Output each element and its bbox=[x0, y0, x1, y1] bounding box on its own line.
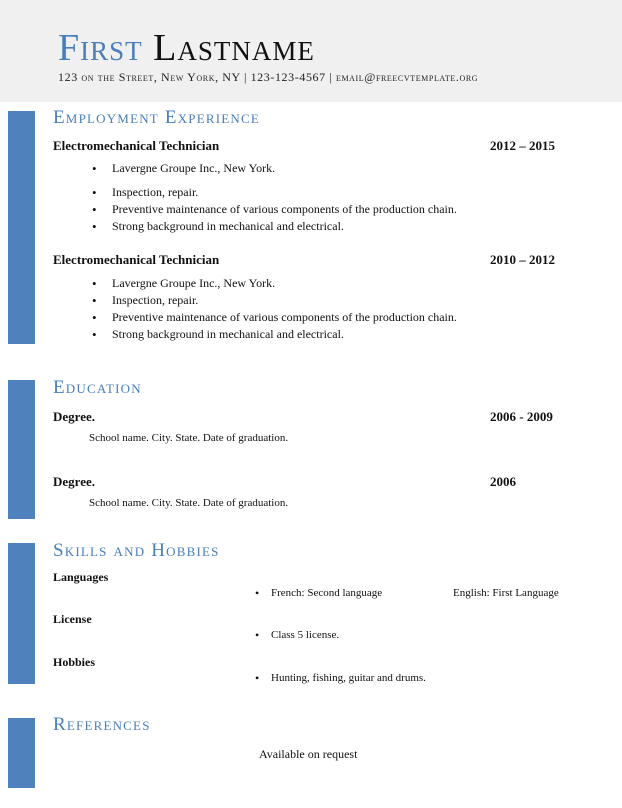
list-item: • Inspection, repair. bbox=[92, 292, 457, 309]
license-item: • Class 5 license. bbox=[255, 629, 339, 641]
job-dates: 2010 – 2012 bbox=[490, 252, 555, 267]
employment-accent-bar bbox=[8, 111, 35, 344]
skills-accent-bar bbox=[8, 543, 35, 684]
job-bullet-list bbox=[92, 160, 457, 235]
list-item: • Strong background in mechanical and electrical. bbox=[92, 218, 457, 235]
hobbies-label: Hobbies bbox=[53, 655, 96, 669]
list-item: • Inspection, repair. bbox=[92, 184, 457, 201]
first-name: First bbox=[58, 27, 143, 69]
job-title: Electromechanical Technician bbox=[53, 138, 220, 153]
degree-title: Degree. bbox=[53, 474, 95, 489]
job-bullet-list bbox=[92, 275, 457, 343]
full-name bbox=[58, 26, 315, 70]
job-title: Electromechanical Technician bbox=[53, 252, 220, 267]
list-item: • Strong background in mechanical and electrical. bbox=[92, 326, 457, 343]
references-text: Available on request bbox=[259, 747, 358, 761]
list-item: • Preventive maintenance of various components of the production chain. bbox=[92, 309, 457, 326]
degree-dates: 2006 bbox=[490, 474, 516, 489]
school-info: School name. City. State. Date of graduation. bbox=[89, 432, 289, 444]
degree-dates: 2006 - 2009 bbox=[490, 409, 553, 424]
language-item: English: First Language bbox=[453, 587, 559, 599]
school-info: School name. City. State. Date of graduation. bbox=[89, 497, 289, 509]
job-dates: 2012 – 2015 bbox=[490, 138, 555, 153]
list-item: • Lavergne Groupe Inc., New York. bbox=[92, 275, 457, 292]
contact-line: 123 on the Street, New York, NY | 123-123-4567 | email@freecvtemplate.org bbox=[58, 70, 479, 84]
list-item: • Preventive maintenance of various components of the production chain. bbox=[92, 201, 457, 218]
references-heading: References bbox=[53, 714, 151, 735]
employment-heading: Employment Experience bbox=[53, 107, 260, 128]
header-band bbox=[0, 0, 622, 102]
education-accent-bar bbox=[8, 380, 35, 519]
education-heading: Education bbox=[53, 377, 142, 398]
references-accent-bar bbox=[8, 718, 35, 788]
skills-heading: Skills and Hobbies bbox=[53, 540, 220, 561]
language-item: • French: Second language bbox=[255, 587, 382, 599]
degree-title: Degree. bbox=[53, 409, 95, 424]
list-item: • Lavergne Groupe Inc., New York. bbox=[92, 160, 457, 177]
last-name: Lastname bbox=[153, 27, 315, 69]
license-label: License bbox=[53, 612, 92, 626]
languages-label: Languages bbox=[53, 570, 109, 584]
hobbies-item: • Hunting, fishing, guitar and drums. bbox=[255, 672, 426, 684]
